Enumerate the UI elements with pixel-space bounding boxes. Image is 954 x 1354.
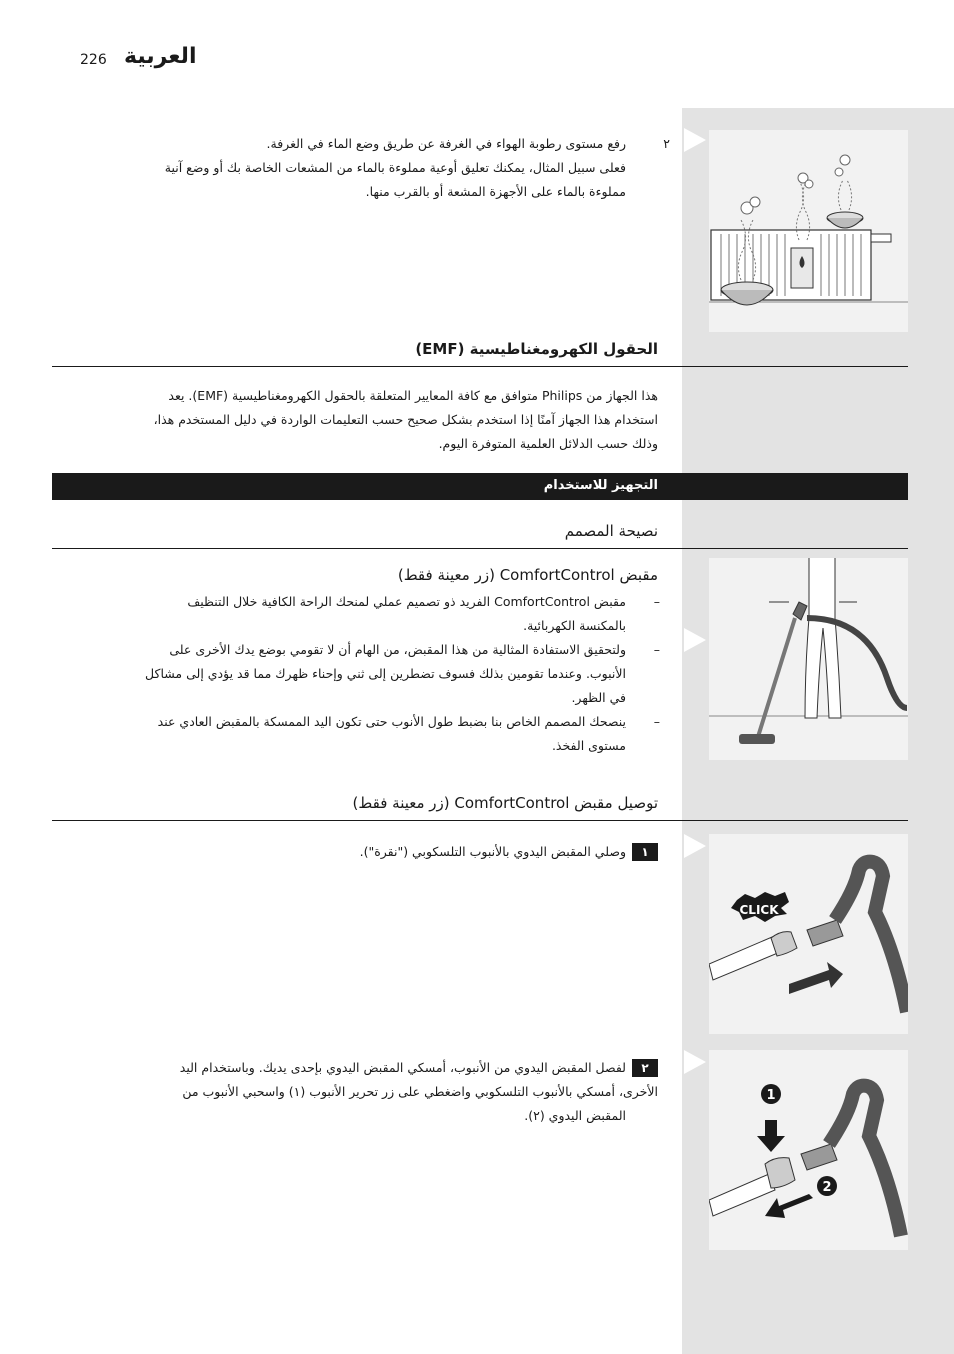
section-bar-title: التجهيز للاستخدام bbox=[543, 478, 658, 493]
comfort-list bbox=[56, 590, 660, 758]
list-item: – ينصحك المصمم الخاص بنا بضبط طول الأنوب حتى تكون اليد الممسكة بالمقبض العادي عند مستوى الفخذ. bbox=[157, 714, 660, 753]
figure-pointer-icon bbox=[684, 128, 706, 152]
divider bbox=[52, 366, 908, 367]
disconnect-drawing bbox=[709, 1050, 908, 1250]
step-1 bbox=[60, 840, 658, 864]
page-number: 226 bbox=[80, 52, 107, 68]
section-bar bbox=[52, 473, 908, 500]
emf-paragraph bbox=[60, 384, 658, 456]
step-number-badge: ١ bbox=[632, 843, 658, 861]
step-number-badge: ٢ bbox=[632, 1059, 658, 1077]
list-item: – مقبض ComfortControl الفريد ذو تصميم عملي لمنحك الراحة الكافية خلال التنظيف بالمكنسة الكهربائية. bbox=[187, 594, 660, 633]
connect-heading: توصيل مقبض ComfortControl (زر معينة فقط) bbox=[352, 794, 658, 812]
click-label: CLICK bbox=[739, 903, 779, 917]
emf-line: هذا الجهاز من Philips متوافق مع كافة المعايير المتعلقة بالحقول الكهرومغناطيسية (EMF). يعد bbox=[168, 388, 658, 403]
radiator-drawing bbox=[709, 130, 908, 332]
humidity-line: مملوءة بالماء على الأجهزة المشعة أو بالقرب منها. bbox=[365, 184, 626, 199]
page-language-title: العربية bbox=[124, 44, 197, 69]
humidity-paragraph bbox=[60, 132, 626, 204]
click-connect-illustration bbox=[709, 834, 908, 1034]
emf-line: استخدام هذا الجهاز آمنًا إذا استخدم بشكل صحيح حسب التعليمات الواردة في دليل المستخدم هذا، bbox=[153, 412, 658, 427]
emf-line: وذلك حسب الدلائل العلمية المتوفرة اليوم. bbox=[438, 436, 658, 451]
marker-1: 1 bbox=[766, 1088, 776, 1103]
comfort-heading: مقبض ComfortControl (زر معينة فقط) bbox=[397, 566, 658, 584]
humidity-line: رفع مستوى رطوبة الهواء في الغرفة عن طريق وضع الماء في الغرفة. bbox=[266, 136, 626, 151]
step-2: ٢لفصل المقبض اليدوي من الأنبوب، أمسكي المقبض اليدوي بإحدى يديك. وباستخدام اليد الأخرى، أمسكي بالأنبوب التلسكوبي واضغطي على زر تحرير الأنبوب (١) واسحبي الأنبوب من المقبض اليدوي (٢). bbox=[179, 1060, 658, 1123]
click-connect-drawing bbox=[709, 834, 908, 1034]
marker-2: 2 bbox=[822, 1180, 832, 1195]
figure-pointer-icon bbox=[684, 628, 706, 652]
designer-tip-heading: نصيحة المصمم bbox=[564, 522, 658, 540]
figure-pointer-icon bbox=[684, 834, 706, 858]
divider bbox=[52, 548, 908, 549]
emf-heading: الحقول الكهرومغناطيسية (EMF) bbox=[415, 340, 658, 358]
humidity-line: فعلى سبيل المثال، يمكنك تعليق أوعية مملوءة بالماء من المشعات الخاصة بك أو وضع آنية bbox=[164, 160, 626, 175]
radiator-illustration bbox=[709, 130, 908, 332]
vacuum-posture-drawing bbox=[709, 558, 908, 760]
disconnect-illustration bbox=[709, 1050, 908, 1250]
figure-pointer-icon bbox=[684, 1050, 706, 1074]
vacuum-posture-illustration bbox=[709, 558, 908, 760]
list-item: – ولتحقيق الاستفادة المثالية من هذا المقبض، من الهام أن لا تقومي بوضع يدك الأخرى على الأنبوب. وعندما تقومين بذلك فسوف تضطرين إلى ثني وإحناء ظهرك مما قد يؤدي إلى مشاكل في الظهر. bbox=[145, 642, 660, 705]
step-text: وصلي المقبض اليدوي بالأنبوب التلسكوبي ("نقرة"). bbox=[359, 844, 626, 859]
divider bbox=[52, 820, 908, 821]
humidity-number: ٢ bbox=[663, 136, 670, 151]
